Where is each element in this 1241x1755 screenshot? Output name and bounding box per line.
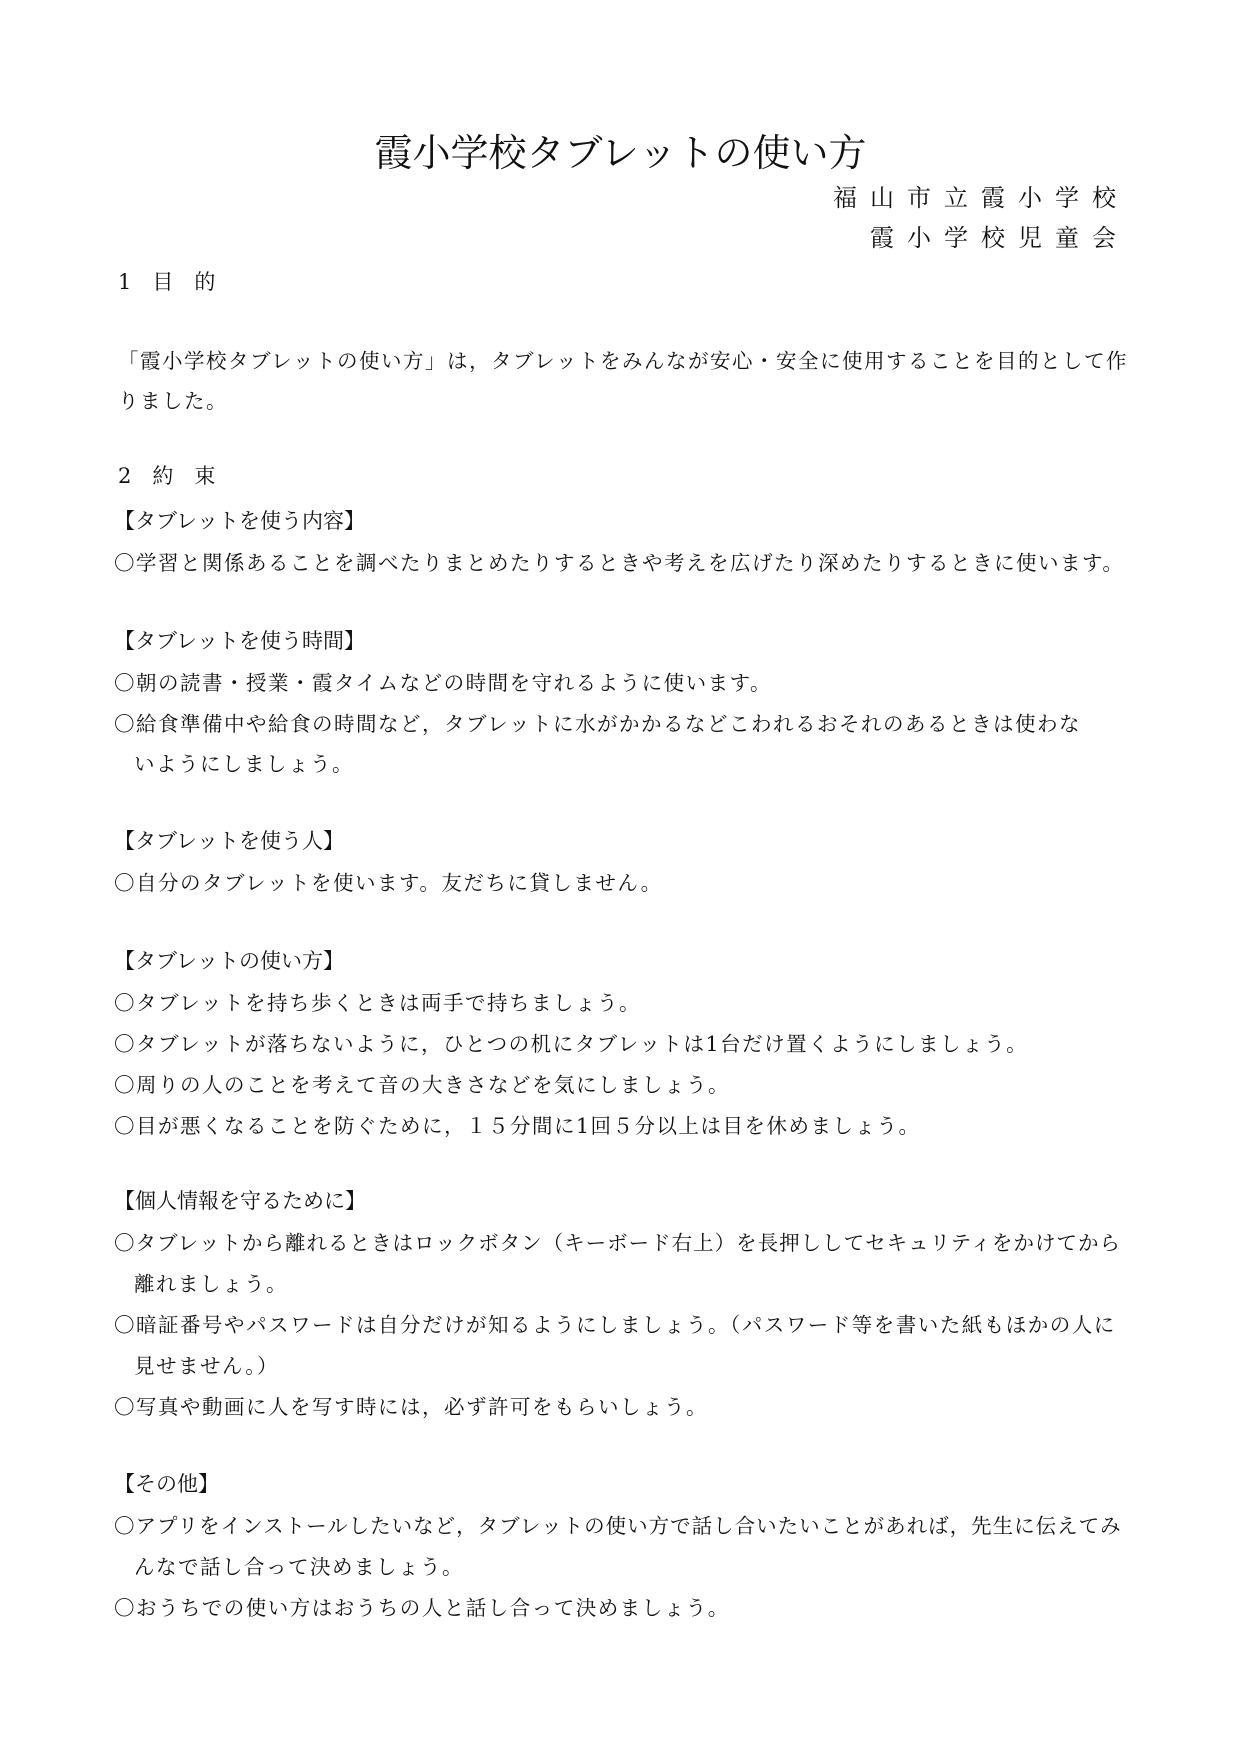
rule-item: 〇給食準備中や給食の時間など，タブレットに水がかかるなどこわれるおそれのあるときは使わな (114, 712, 1081, 736)
rule-item: 〇おうちでの使い方はおうちの人と話し合って決めましょう。 (114, 1596, 730, 1620)
purpose-text: 「霞小学校タブレットの使い方」は，タブレットをみんなが安心・安全に使用することを目的として作 (118, 349, 1128, 373)
rule-heading-time: 【タブレットを使う時間】 (114, 629, 365, 653)
section-heading-promise: 2 約 束 (118, 464, 216, 488)
rule-heading-other: 【その他】 (114, 1472, 219, 1496)
rule-item: 〇自分のタブレットを使います。友だちに貸しません。 (114, 871, 663, 895)
rule-item: 〇タブレットが落ちないように，ひとつの机にタブレットは1台だけ置くようにしましょう。 (114, 1032, 1029, 1056)
rule-item: 〇タブレットから離れるときはロックボタン（キーボード右上）を長押ししてセキュリティをかけてから (114, 1231, 1122, 1255)
rule-heading-content: 【タブレットを使う内容】 (114, 509, 365, 533)
rule-item: 〇タブレットを持ち歩くときは両手で持ちましょう。 (114, 991, 641, 1015)
rule-heading-person: 【タブレットを使う人】 (114, 829, 344, 853)
section-heading-purpose: 1 目 的 (118, 270, 216, 294)
purpose-text: りました。 (118, 389, 228, 413)
rule-heading-privacy: 【個人情報を守るために】 (114, 1189, 366, 1213)
rule-item-continued: んなで話し合って決めましょう。 (134, 1555, 464, 1579)
issuer-school: 福山市立霞小学校 (833, 184, 1129, 212)
rule-item: 〇目が悪くなることを防ぐために，１５分間に1回５分以上は目を休めましょう。 (114, 1114, 921, 1138)
rule-item: 〇朝の読書・授業・霞タイムなどの時間を守れるように使います。 (114, 671, 772, 695)
rule-item-continued: 見せません。） (134, 1354, 279, 1378)
document-title: 霞小学校タブレットの使い方 (374, 131, 867, 175)
issuer-student-council: 霞小学校児童会 (870, 224, 1129, 252)
rule-item-continued: 離れましょう。 (134, 1272, 288, 1296)
rule-item: 〇写真や動画に人を写す時には，必ず許可をもらいしょう。 (114, 1395, 708, 1419)
rule-item: 〇アプリをインストールしたいなど，タブレットの使い方で話し合いたいことがあれば，先生に伝えてみ (114, 1514, 1122, 1538)
rule-item-continued: いようにしましょう。 (134, 752, 354, 776)
rule-item: 〇学習と関係あることを調べたりまとめたりするときや考えを広げたり深めたりするときに使います。 (114, 551, 1125, 575)
rule-heading-usage: 【タブレットの使い方】 (114, 949, 344, 973)
rule-item: 〇暗証番号やパスワードは自分だけが知るようにしましょう。（パスワード等を書いた紙もほかの人に (114, 1313, 1116, 1337)
rule-item: 〇周りの人のことを考えて音の大きさなどを気にしましょう。 (114, 1073, 730, 1097)
